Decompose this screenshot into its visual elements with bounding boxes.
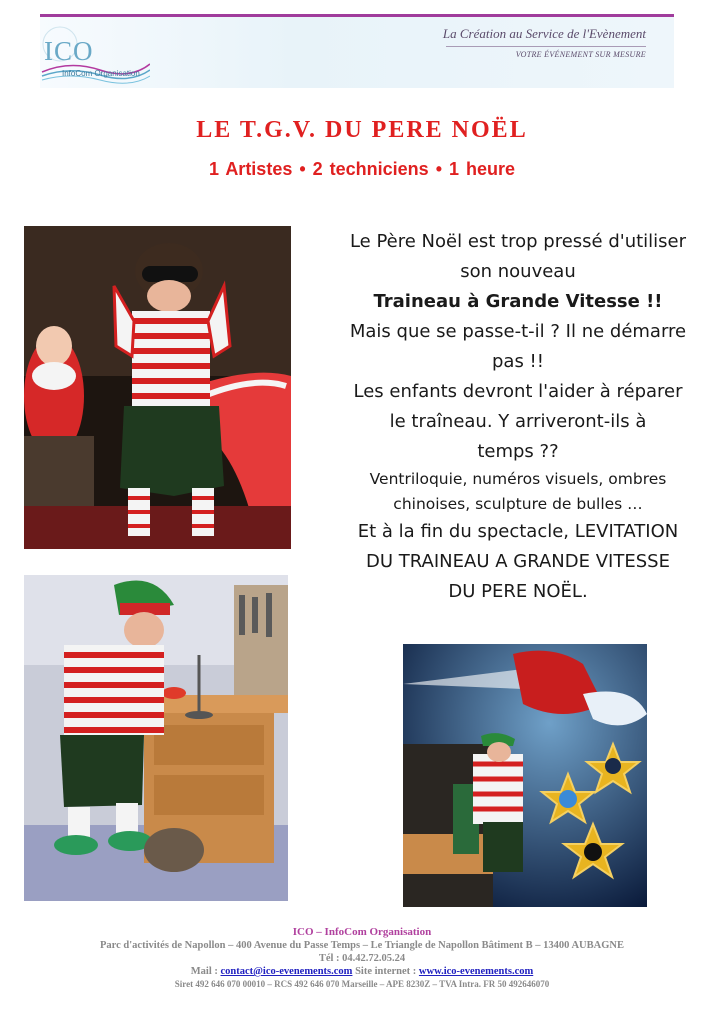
show-description	[308, 227, 724, 607]
sub-tagline: VOTRE ÉVÉNEMENT SUR MESURE	[515, 50, 646, 59]
mail-label: Mail :	[190, 966, 221, 977]
desc-line: pas !!	[492, 351, 544, 372]
footer	[0, 926, 724, 991]
logo-text: ICO	[44, 36, 94, 66]
page-title: LE T.G.V. DU PERE NOËL	[196, 117, 528, 143]
desc-line: Et à la fin du spectacle, LEVITATION	[357, 521, 679, 542]
letterhead	[40, 14, 674, 88]
tagline-divider	[446, 46, 646, 47]
desc-line: Ventriloquie, numéros visuels, ombres	[369, 470, 667, 488]
site-label: Site internet :	[352, 966, 419, 977]
header-rule	[40, 14, 674, 17]
desc-line: le traîneau. Y arriveront-ils à	[389, 411, 647, 432]
footer-company-name: ICO – InfoCom Organisation	[292, 926, 432, 938]
desc-line: DU PERE NOËL.	[448, 581, 588, 602]
tagline: La Création au Service de l'Evènement	[442, 26, 646, 41]
desc-line: chinoises, sculpture de bulles …	[393, 495, 643, 513]
footer-phone: Tél : 04.42.72.05.24	[318, 953, 406, 964]
footer-address: Parc d'activités de Napollon – 400 Avenue du Passe Temps – Le Triangle de Napollon Bâtiment B – 13400 AUBAGNE	[100, 940, 624, 951]
desc-line: son nouveau	[460, 261, 576, 282]
website-link[interactable]: www.ico-evenements.com	[418, 966, 534, 977]
desc-line: Les enfants devront l'aider à réparer	[353, 381, 683, 402]
desc-line: DU TRAINEAU A GRANDE VITESSE	[366, 551, 670, 572]
company-logo	[40, 20, 150, 86]
show-details: 1 Artistes • 2 techniciens • 1 heure	[208, 159, 516, 179]
footer-contact	[0, 965, 724, 978]
photo-elf-goggles	[24, 226, 291, 549]
desc-line: Mais que se passe-t-il ? Il ne démarre	[349, 321, 687, 342]
desc-line: Le Père Noël est trop pressé d'utiliser	[349, 231, 687, 252]
logo-subtitle: InfoCom Organisation	[62, 69, 140, 78]
photo-flying-sleigh	[403, 644, 647, 907]
desc-highlight: Traineau à Grande Vitesse !!	[373, 291, 663, 312]
desc-line: temps ??	[477, 441, 559, 462]
mail-link[interactable]: contact@ico-evenements.com	[220, 966, 353, 977]
photo-elf-workbench	[24, 575, 288, 901]
footer-legal: Siret 492 646 070 00010 – RCS 492 646 070 Marseille – APE 8230Z – TVA Intra. FR 50 492646070	[174, 979, 550, 989]
